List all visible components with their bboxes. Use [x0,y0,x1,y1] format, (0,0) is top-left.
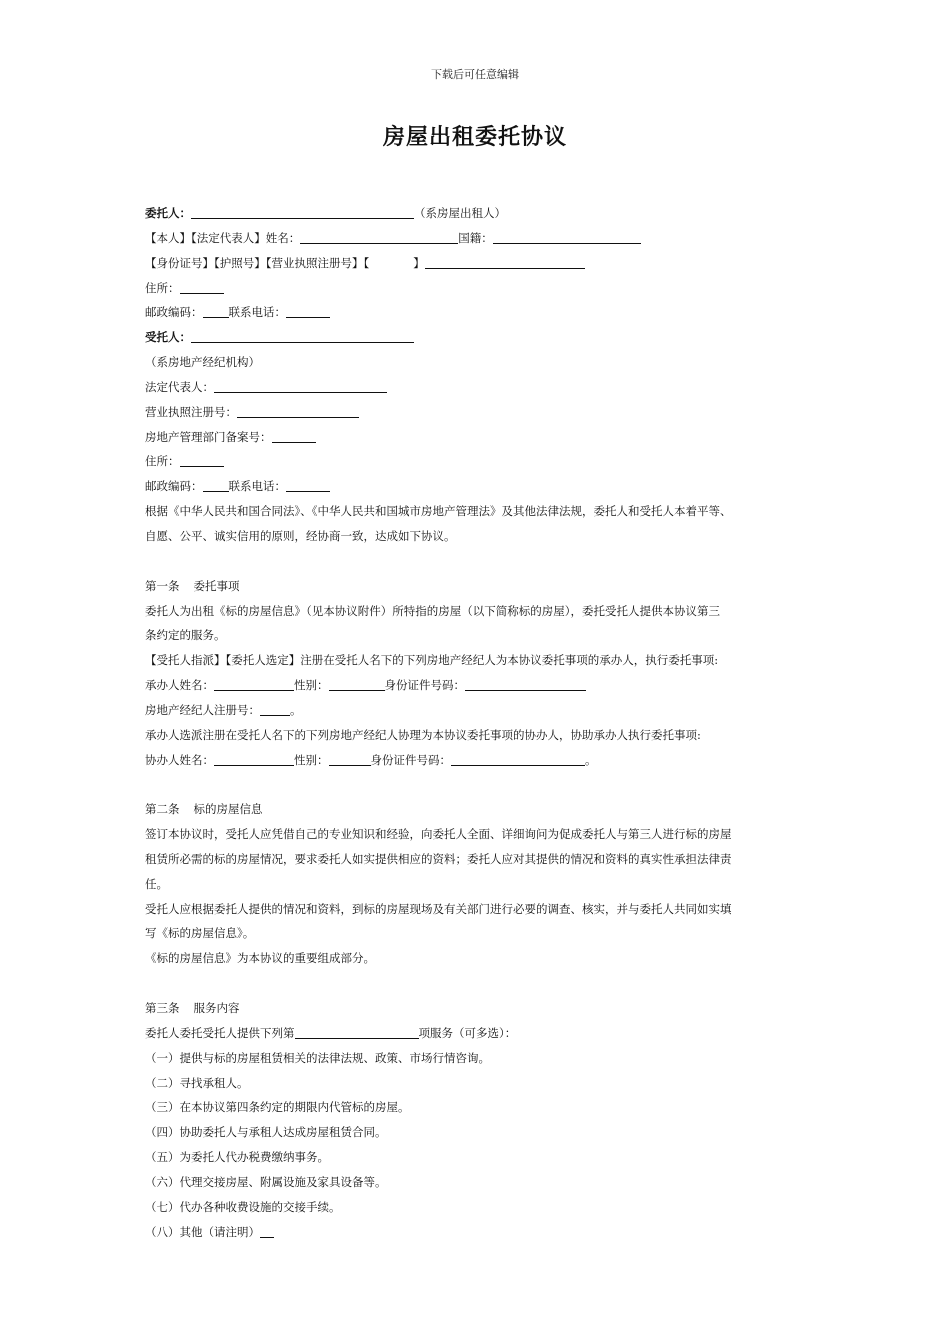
legal-rep-blank [214,378,387,393]
assistant-gender-blank [329,751,371,766]
agent-postcode-label: 邮政编码： [145,479,203,494]
identity-label: 【本人】【法定代表人】姓名： [145,230,301,245]
article1-heading [145,574,810,599]
agent-phone-blank [286,477,330,492]
article1-paragraph: 条约定的服务。 [145,628,226,643]
record-label: 房地产管理部门备案号： [145,429,272,444]
other-label: （八）其他（请注明） [145,1224,260,1239]
principal-label: 委托人： [145,206,191,220]
agent-phone-label: 联系电话： [228,479,286,494]
handler-gender-blank [329,676,385,691]
article2-line: 写《标的房屋信息》。 [145,926,255,941]
article3-title: 服务内容 [193,1001,240,1015]
article2-line: 任。 [145,876,168,891]
phone-label: 联系电话： [228,305,286,320]
preamble-line: 自愿、公平、诚实信用的原则，经协商一致，达成如下协议。 [145,528,456,543]
article3-number: 第三条 [145,1001,180,1015]
reg-no-period: 。 [290,702,302,717]
agent-address-blank [180,452,224,467]
id-types-label: 【身份证号】【护照号】【营业执照注册号】【 [145,255,370,270]
service-item: （四）协助委托人与承租人达成房屋租赁合同。 [145,1125,387,1140]
header-note: 下载后可任意编辑 [431,68,519,81]
article2-heading [145,797,810,822]
principal-contact-line [145,300,810,325]
identity-name-blank [300,229,458,244]
principal-id-line [145,251,810,276]
service-item: （七）代办各种收费设施的交接手续。 [145,1199,341,1214]
assistant-name-label: 协办人姓名： [145,752,214,767]
article1-title: 委托事项 [193,578,240,593]
service-item: （三）在本协议第四条约定的期限内代管标的房屋。 [145,1100,410,1115]
preamble-line: 根据《中华人民共和国合同法》、《中华人民共和国城市房地产管理法》及其他法律法规，委托人和受托人本着平等、 [145,504,732,519]
reg-no-label: 房地产经纪人注册号： [145,702,260,717]
assistant-line [145,748,810,773]
agent-line [145,325,810,350]
service-item: （一）提供与标的房屋租赁相关的法律法规、政策、市场行情咨询。 [145,1050,490,1065]
handler-id-blank [465,676,586,691]
handler-gender-label: 性别： [294,678,329,693]
service-item-other [145,1220,810,1245]
license-label: 营业执照注册号： [145,404,237,419]
article2-title: 标的房屋信息 [193,802,263,817]
principal-address-line [145,276,810,301]
address-blank [180,279,224,294]
principal-name-blank [191,204,414,219]
assistant-id-label: 身份证件号码： [370,752,451,767]
article2-line: 受托人应根据委托人提供的情况和资料，到标的房屋现场及有关部门进行必要的调查、核实，并与委托人共同如实填 [145,901,732,916]
agent-license-line [145,400,810,425]
article2-line: 签订本协议时，受托人应凭借自己的专业知识和经验，向委托人全面、详细询问为促成委托人与第三人进行标的房屋 [145,827,732,842]
agent-name-blank [191,328,414,343]
agent-contact-line [145,474,810,499]
address-label: 住所： [145,280,180,295]
document-body [145,201,810,1244]
nationality-blank [493,229,641,244]
handler-name-label: 承办人姓名： [145,678,214,693]
postcode-label: 邮政编码： [145,305,203,320]
assistant-name-blank [214,751,294,766]
agent-record-line [145,425,810,450]
agent-address-line [145,449,810,474]
agent-address-label: 住所： [145,454,180,469]
phone-blank [286,303,330,318]
article3-intro-b: 项服务（可多选）： [418,1025,517,1040]
reg-no-line [145,698,810,723]
other-blank [260,1223,274,1238]
article3-intro [145,1021,810,1046]
service-item: （六）代理交接房屋、附属设施及家具设备等。 [145,1174,387,1189]
principal-line [145,201,810,226]
nationality-label: 国籍： [458,230,493,245]
postcode-blank [203,303,229,318]
agent-note: （系房地产经纪机构） [145,355,260,370]
agent-label: 受托人： [145,330,191,345]
principal-note: （系房屋出租人） [414,206,506,220]
article1-paragraph: 【受托人指派】【委托人选定】注册在受托人名下的下列房地产经纪人为本协议委托事项的承办人，执行委托事项: [145,653,719,668]
assistant-gender-label: 性别： [294,752,329,767]
service-item: （五）为委托人代办税费缴纳事务。 [145,1150,329,1165]
assistant-id-blank [451,751,585,766]
reg-no-blank [260,701,290,716]
article1-number: 第一条 [145,578,180,593]
article1-paragraph: 承办人选派注册在受托人名下的下列房地产经纪人协理为本协议委托事项的协办人，协助承办人执行委托事项: [145,727,701,742]
agent-legal-rep-line [145,375,810,400]
article3-intro-a: 委托人委托受托人提供下列第 [145,1025,295,1040]
article2-line: 租赁所必需的标的房屋情况，要求委托人如实提供相应的资料；委托人应对其提供的情况和资料的真实性承担法律责 [145,851,732,866]
article3-heading [145,996,810,1021]
handler-name-blank [214,676,294,691]
service-items-blank [295,1024,419,1039]
record-blank [272,428,316,443]
principal-identity-line [145,226,810,251]
article2-number: 第二条 [145,802,180,817]
id-types-close: 】 [413,255,425,270]
article1-paragraph: 委托人为出租《标的房屋信息》（见本协议附件）所特指的房屋（以下简称标的房屋），委托受托人提供本协议第三 [145,603,720,618]
article2-line: 《标的房屋信息》为本协议的重要组成部分。 [145,951,375,966]
document-title: 房屋出租委托协议 [382,124,567,150]
id-number-blank [425,254,585,269]
service-item: （二）寻找承租人。 [145,1075,249,1090]
handler-line [145,673,810,698]
legal-rep-label: 法定代表人： [145,379,214,394]
assistant-period: 。 [585,752,597,767]
handler-id-label: 身份证件号码： [384,678,465,693]
license-blank [237,403,359,418]
agent-postcode-blank [203,477,229,492]
